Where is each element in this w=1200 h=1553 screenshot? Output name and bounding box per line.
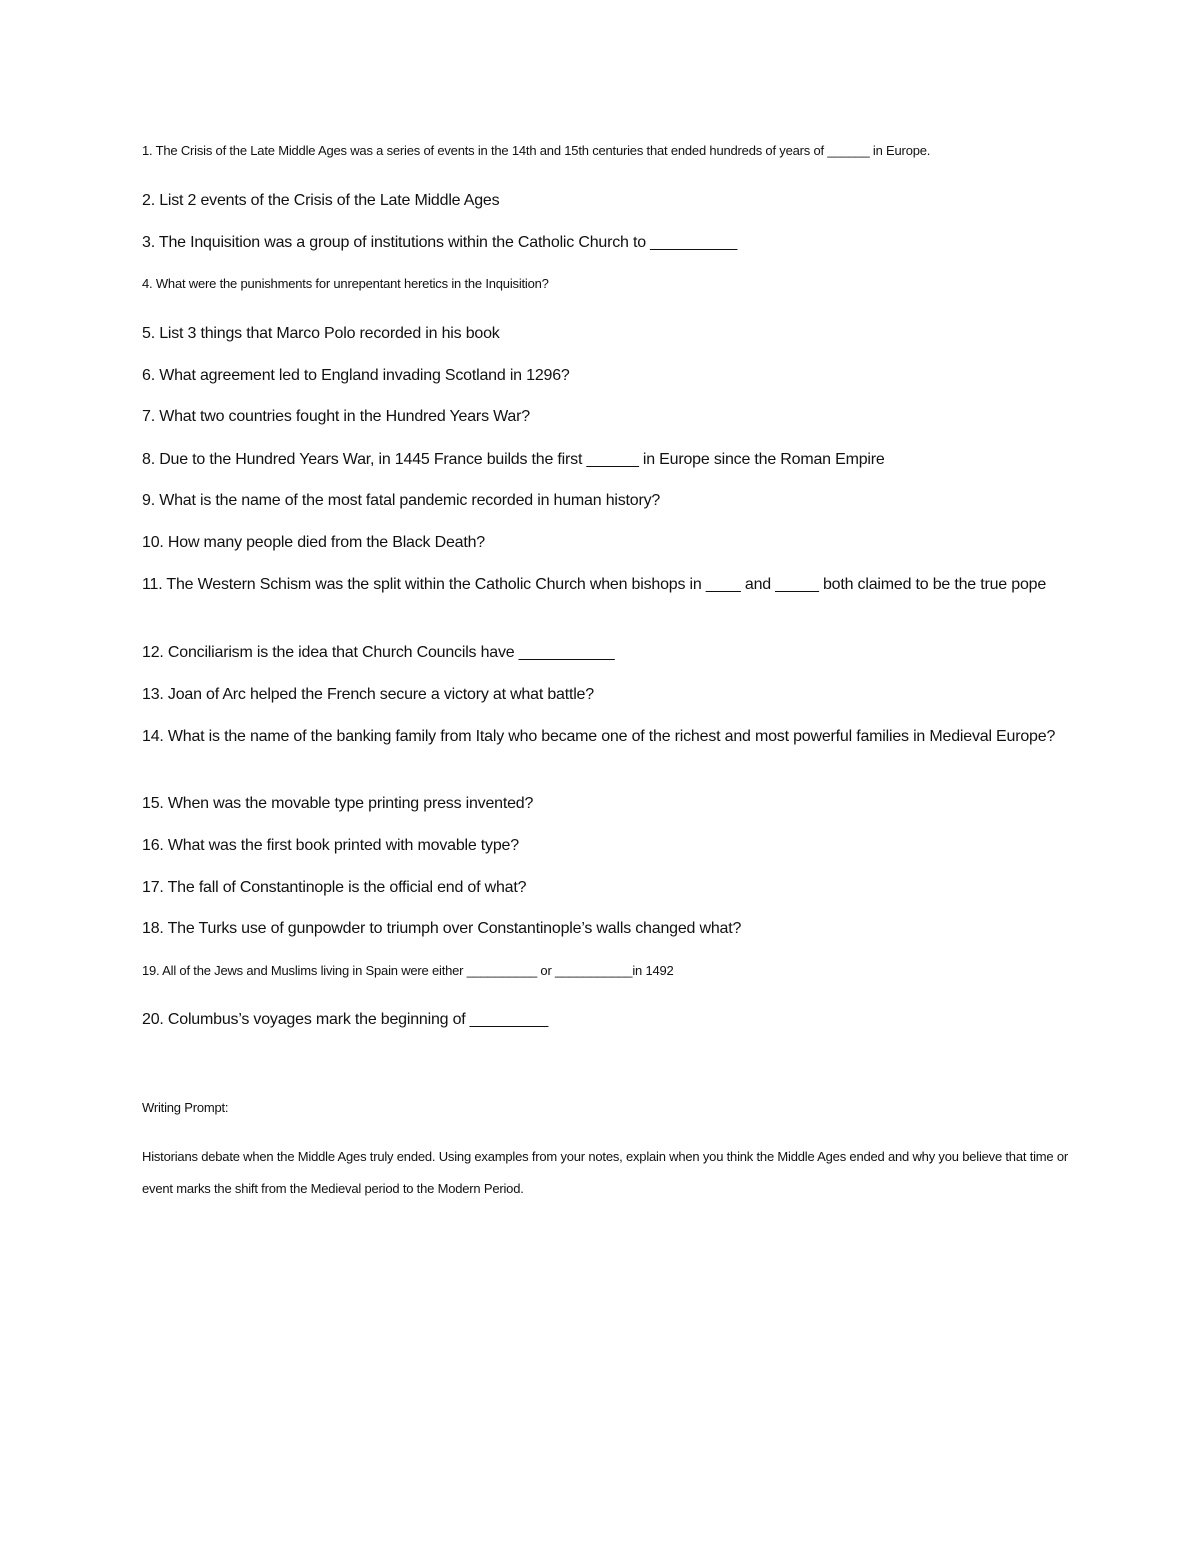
question-16: 16. What was the first book printed with movable type? bbox=[142, 837, 519, 854]
writing-prompt-heading: Writing Prompt: bbox=[142, 1100, 229, 1115]
question-18: 18. The Turks use of gunpowder to triumph over Constantinople’s walls changed what? bbox=[142, 920, 742, 937]
question-3: 3. The Inquisition was a group of institutions within the Catholic Church to __________ bbox=[142, 234, 738, 251]
writing-prompt-body: Historians debate when the Middle Ages truly ended. Using examples from your notes, explain when you think the Middle Ages ended and why you believe that time or event marks the shift from the Medieval period to the Modern Period. bbox=[142, 1149, 1069, 1196]
question-5: 5. List 3 things that Marco Polo recorded in his book bbox=[142, 325, 500, 342]
question-19: 19. All of the Jews and Muslims living in Spain were either __________ or ___________in 1492 bbox=[142, 963, 674, 978]
question-11: 11. The Western Schism was the split within the Catholic Church when bishops in ____ and _____ both claimed to be the true pope bbox=[142, 576, 1047, 593]
question-1: 1. The Crisis of the Late Middle Ages was a series of events in the 14th and 15th centuries that ended hundreds of years of ______ in Europe. bbox=[142, 143, 931, 158]
question-2: 2. List 2 events of the Crisis of the Late Middle Ages bbox=[142, 192, 500, 209]
question-17: 17. The fall of Constantinople is the official end of what? bbox=[142, 879, 527, 896]
question-4: 4. What were the punishments for unrepentant heretics in the Inquisition? bbox=[142, 276, 549, 291]
question-14: 14. What is the name of the banking family from Italy who became one of the richest and most powerful families in Medieval Europe? bbox=[142, 728, 1056, 745]
question-7: 7. What two countries fought in the Hundred Years War? bbox=[142, 408, 530, 425]
question-15: 15. When was the movable type printing press invented? bbox=[142, 795, 534, 812]
question-20: 20. Columbus’s voyages mark the beginning of _________ bbox=[142, 1011, 549, 1028]
question-8: 8. Due to the Hundred Years War, in 1445 France builds the first ______ in Europe since the Roman Empire bbox=[142, 451, 885, 468]
question-9: 9. What is the name of the most fatal pandemic recorded in human history? bbox=[142, 492, 661, 509]
question-13: 13. Joan of Arc helped the French secure a victory at what battle? bbox=[142, 686, 594, 703]
question-12: 12. Conciliarism is the idea that Church Councils have ___________ bbox=[142, 644, 615, 661]
question-6: 6. What agreement led to England invading Scotland in 1296? bbox=[142, 367, 570, 384]
question-10: 10. How many people died from the Black Death? bbox=[142, 534, 485, 551]
